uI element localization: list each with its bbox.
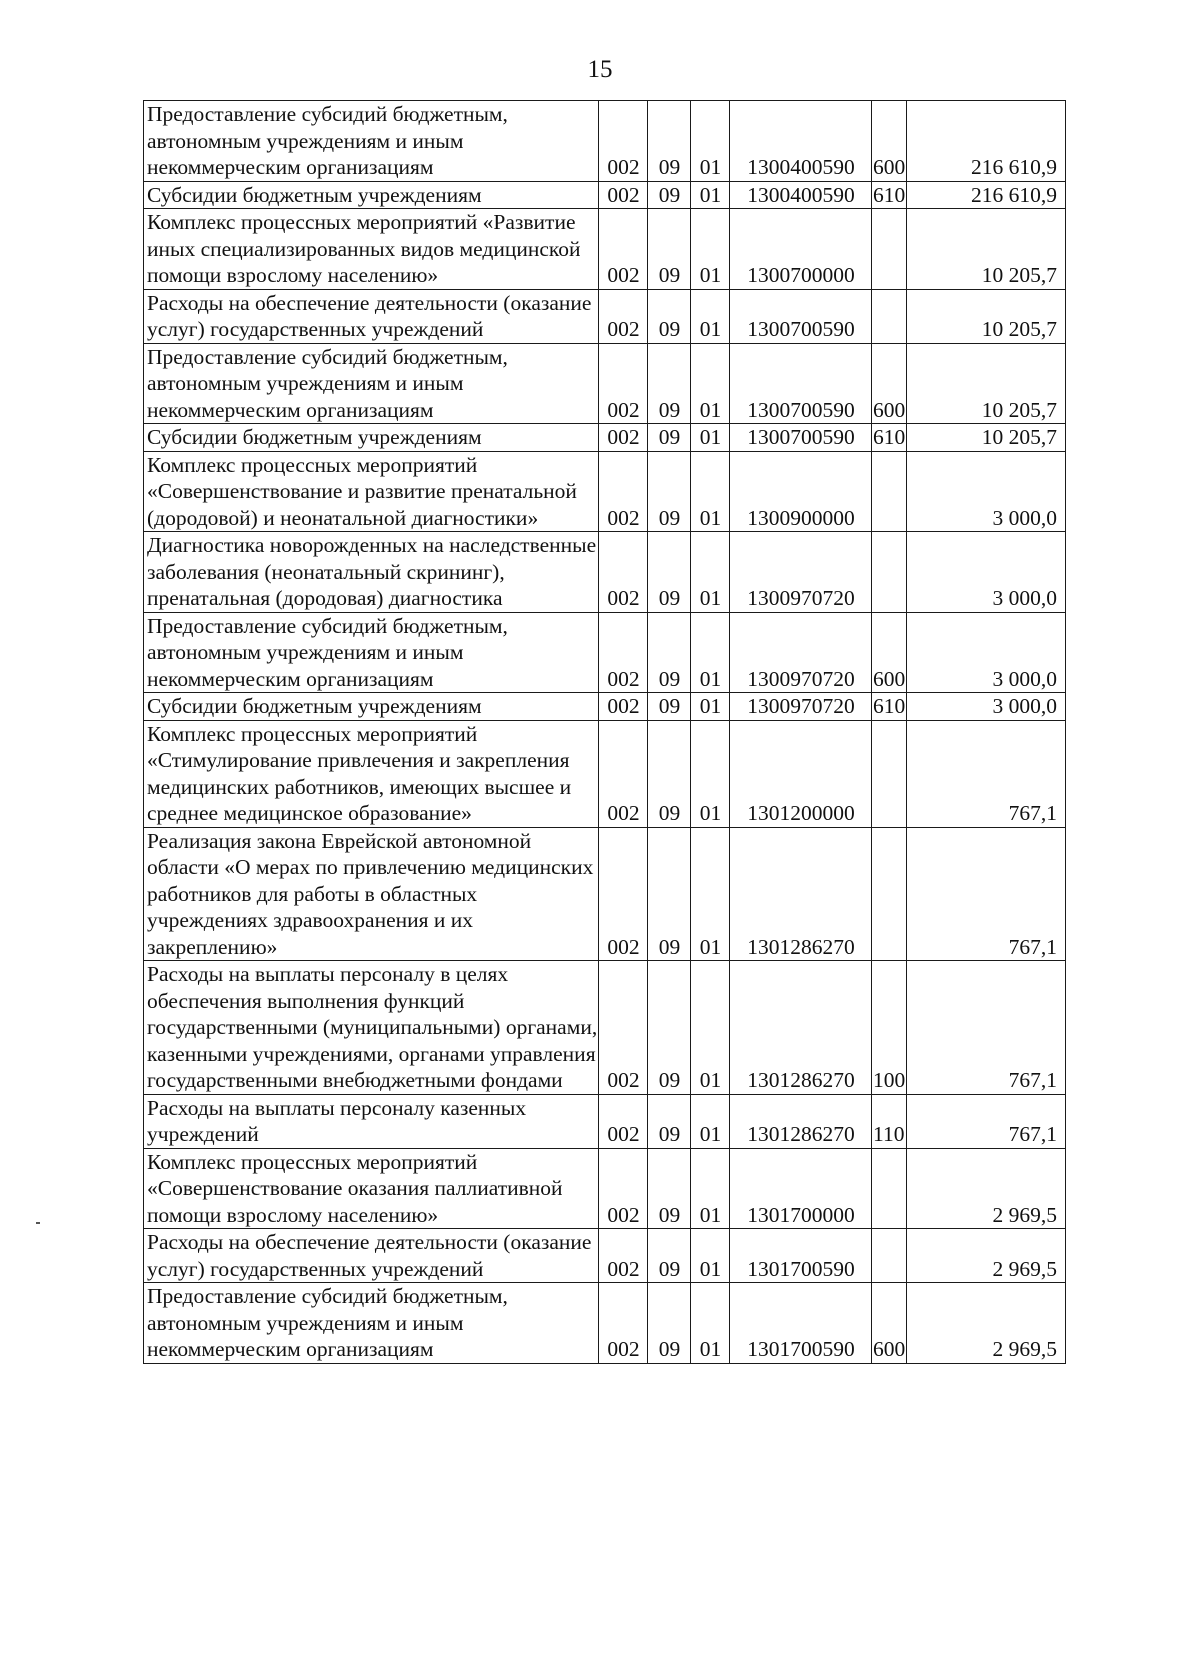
- row-section-code: 09: [648, 1094, 691, 1148]
- row-section-code: 09: [648, 827, 691, 961]
- row-ministry-code: 002: [599, 451, 648, 532]
- table-row: [144, 612, 1066, 693]
- row-expense-type: [872, 1148, 907, 1229]
- row-subsection-code: 01: [691, 289, 730, 343]
- row-ministry-code: 002: [599, 181, 648, 209]
- row-amount: 3 000,0: [907, 693, 1066, 721]
- table-row: [144, 961, 1066, 1095]
- table-row: [144, 1283, 1066, 1364]
- row-expense-type: 600: [872, 101, 907, 182]
- row-subsection-code: 01: [691, 532, 730, 613]
- row-expense-type: [872, 209, 907, 290]
- row-expense-type: [872, 1229, 907, 1283]
- row-ministry-code: 002: [599, 289, 648, 343]
- row-amount: 767,1: [907, 720, 1066, 827]
- row-target-code: 1301286270: [730, 1094, 872, 1148]
- row-amount: 3 000,0: [907, 612, 1066, 693]
- row-target-code: 1300700590: [730, 343, 872, 424]
- row-ministry-code: 002: [599, 693, 648, 721]
- row-subsection-code: 01: [691, 1283, 730, 1364]
- row-subsection-code: 01: [691, 451, 730, 532]
- row-section-code: 09: [648, 181, 691, 209]
- row-subsection-code: 01: [691, 424, 730, 452]
- table-row: [144, 1229, 1066, 1283]
- row-target-code: 1301700590: [730, 1229, 872, 1283]
- row-subsection-code: 01: [691, 1229, 730, 1283]
- row-name: Расходы на обеспечение деятельности (оказание услуг) государственных учреждений: [144, 289, 599, 343]
- table-row: [144, 451, 1066, 532]
- row-name: Расходы на выплаты персоналу в целях обеспечения выполнения функций государственными (муниципальными) органами, казенными учреждениями, органами управления государственными внебюджетными фондами: [144, 961, 599, 1095]
- row-name: Предоставление субсидий бюджетным, автономным учреждениям и иным некоммерческим организациям: [144, 1283, 599, 1364]
- row-name: Комплекс процессных мероприятий «Стимулирование привлечения и закрепления медицинских работников, имеющих высшее и среднее медицинское образование»: [144, 720, 599, 827]
- row-ministry-code: 002: [599, 720, 648, 827]
- row-amount: 3 000,0: [907, 532, 1066, 613]
- row-expense-type: [872, 289, 907, 343]
- budget-table: [143, 100, 1066, 1364]
- row-target-code: 1300700590: [730, 424, 872, 452]
- row-ministry-code: 002: [599, 1283, 648, 1364]
- row-name: Субсидии бюджетным учреждениям: [144, 424, 599, 452]
- table-row: [144, 209, 1066, 290]
- row-name: Комплекс процессных мероприятий «Совершенствование и развитие пренатальной (дородовой) и неонатальной диагностики»: [144, 451, 599, 532]
- row-target-code: 1300400590: [730, 181, 872, 209]
- row-name: Предоставление субсидий бюджетным, автономным учреждениям и иным некоммерческим организациям: [144, 101, 599, 182]
- row-target-code: 1301286270: [730, 827, 872, 961]
- row-section-code: 09: [648, 532, 691, 613]
- row-section-code: 09: [648, 209, 691, 290]
- row-amount: 3 000,0: [907, 451, 1066, 532]
- table-row: [144, 827, 1066, 961]
- scan-artifact: [36, 1222, 40, 1224]
- row-subsection-code: 01: [691, 1148, 730, 1229]
- row-name: Диагностика новорожденных на наследственные заболевания (неонатальный скрининг), пренатальная (дородовая) диагностика: [144, 532, 599, 613]
- row-section-code: 09: [648, 720, 691, 827]
- row-target-code: 1301700000: [730, 1148, 872, 1229]
- row-ministry-code: 002: [599, 827, 648, 961]
- row-name: Субсидии бюджетным учреждениям: [144, 181, 599, 209]
- row-expense-type: 600: [872, 343, 907, 424]
- row-section-code: 09: [648, 424, 691, 452]
- row-expense-type: 610: [873, 425, 906, 449]
- row-ministry-code: 002: [599, 343, 648, 424]
- row-ministry-code: 002: [599, 209, 648, 290]
- row-ministry-code: 002: [599, 1148, 648, 1229]
- row-section-code: 09: [648, 343, 691, 424]
- row-target-code: 1300700590: [730, 289, 872, 343]
- row-section-code: 09: [648, 289, 691, 343]
- row-target-code: 1300970720: [730, 612, 872, 693]
- table-row: [144, 343, 1066, 424]
- page-number: 15: [587, 56, 613, 83]
- row-subsection-code: 01: [691, 343, 730, 424]
- budget-table-body: [144, 101, 1066, 1364]
- row-amount: 10 205,7: [907, 289, 1066, 343]
- row-expense-type: 100: [872, 961, 907, 1095]
- table-row: [144, 693, 1066, 721]
- row-subsection-code: 01: [691, 209, 730, 290]
- row-target-code: 1300970720: [730, 532, 872, 613]
- row-ministry-code: 002: [599, 532, 648, 613]
- row-amount: 216 610,9: [907, 181, 1066, 209]
- row-ministry-code: 002: [599, 1229, 648, 1283]
- row-target-code: 1301200000: [730, 720, 872, 827]
- row-section-code: 09: [648, 1148, 691, 1229]
- table-row: [144, 720, 1066, 827]
- row-amount: 10 205,7: [907, 343, 1066, 424]
- table-row: [144, 424, 1066, 452]
- row-target-code: 1300700000: [730, 209, 872, 290]
- row-amount: 10 205,7: [907, 424, 1066, 452]
- table-row: [144, 289, 1066, 343]
- row-name: Расходы на выплаты персоналу казенных учреждений: [144, 1094, 599, 1148]
- row-name: Комплекс процессных мероприятий «Развитие иных специализированных видов медицинской помощи взрослому населению»: [144, 209, 599, 290]
- row-amount: 2 969,5: [907, 1148, 1066, 1229]
- row-expense-type: 610: [873, 182, 906, 207]
- row-subsection-code: 01: [691, 101, 730, 182]
- row-section-code: 09: [648, 1229, 691, 1283]
- row-subsection-code: 01: [691, 181, 730, 209]
- row-name: Расходы на обеспечение деятельности (оказание услуг) государственных учреждений: [144, 1229, 599, 1283]
- row-expense-type: [872, 451, 907, 532]
- row-amount: 10 205,7: [907, 209, 1066, 290]
- row-ministry-code: 002: [599, 101, 648, 182]
- row-expense-type: [872, 827, 907, 961]
- row-subsection-code: 01: [691, 693, 730, 721]
- row-expense-type: [872, 532, 907, 613]
- row-section-code: 09: [648, 1283, 691, 1364]
- row-subsection-code: 01: [691, 961, 730, 1095]
- row-subsection-code: 01: [691, 1094, 730, 1148]
- row-ministry-code: 002: [599, 1094, 648, 1148]
- row-expense-type: 600: [872, 1283, 907, 1364]
- row-name: Субсидии бюджетным учреждениям: [144, 693, 599, 721]
- row-subsection-code: 01: [691, 720, 730, 827]
- table-row: [144, 1094, 1066, 1148]
- row-target-code: 1301286270: [730, 961, 872, 1095]
- row-expense-type: [872, 720, 907, 827]
- row-target-code: 1301700590: [730, 1283, 872, 1364]
- row-name: Предоставление субсидий бюджетным, автономным учреждениям и иным некоммерческим организациям: [144, 612, 599, 693]
- row-amount: 767,1: [907, 1094, 1066, 1148]
- row-amount: 767,1: [907, 827, 1066, 961]
- row-expense-type: 610: [873, 694, 906, 718]
- row-target-code: 1300400590: [730, 101, 872, 182]
- row-amount: 767,1: [907, 961, 1066, 1095]
- row-ministry-code: 002: [599, 612, 648, 693]
- table-row: [144, 181, 1066, 209]
- row-section-code: 09: [648, 612, 691, 693]
- row-amount: 216 610,9: [907, 101, 1066, 182]
- row-name: Реализация закона Еврейской автономной области «О мерах по привлечению медицинских работников для работы в областных учреждениях здравоохранения и их закреплению»: [144, 827, 599, 961]
- row-expense-type: 110: [872, 1094, 907, 1148]
- row-ministry-code: 002: [599, 424, 648, 452]
- table-row: [144, 101, 1066, 182]
- row-name: Предоставление субсидий бюджетным, автономным учреждениям и иным некоммерческим организациям: [144, 343, 599, 424]
- row-expense-type: 600: [872, 612, 907, 693]
- row-section-code: 09: [648, 451, 691, 532]
- row-section-code: 09: [648, 961, 691, 1095]
- row-target-code: 1300970720: [730, 693, 872, 721]
- table-row: [144, 532, 1066, 613]
- row-subsection-code: 01: [691, 827, 730, 961]
- row-amount: 2 969,5: [907, 1229, 1066, 1283]
- row-subsection-code: 01: [691, 612, 730, 693]
- row-target-code: 1300900000: [730, 451, 872, 532]
- row-amount: 2 969,5: [907, 1283, 1066, 1364]
- row-name: Комплекс процессных мероприятий «Совершенствование оказания паллиативной помощи взрослому населению»: [144, 1148, 599, 1229]
- row-ministry-code: 002: [599, 961, 648, 1095]
- row-section-code: 09: [648, 693, 691, 721]
- row-section-code: 09: [648, 101, 691, 182]
- table-row: [144, 1148, 1066, 1229]
